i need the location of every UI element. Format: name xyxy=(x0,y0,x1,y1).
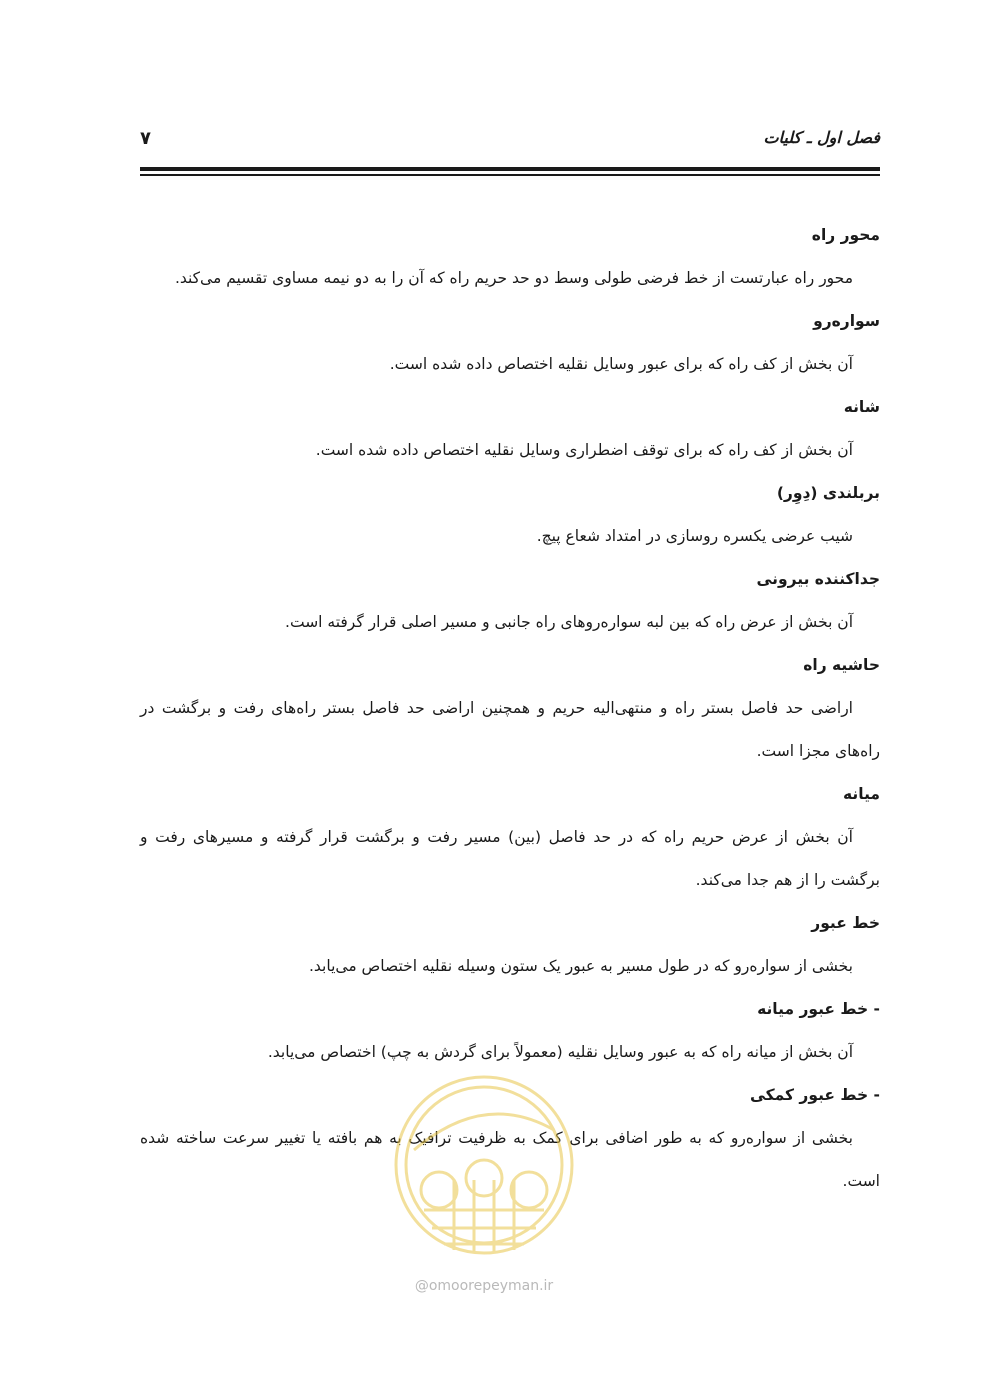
definition-entry xyxy=(140,1074,880,1203)
definition-entry xyxy=(140,214,880,300)
term-heading: خط عبور xyxy=(811,914,880,932)
page-number: ۷ xyxy=(140,128,151,149)
term-heading: - خط عبور میانه xyxy=(757,1000,880,1018)
term-heading: حاشیه راه xyxy=(803,656,880,674)
term-definition: آن بخش از عرض راه که بین لبه سواره‌روهای راه جانبی و مسیر اصلی قرار گرفته است. xyxy=(285,613,853,631)
term-definition: آن بخش از کف راه که برای توقف اضطراری وسایل نقلیه اختصاص داده شده است. xyxy=(315,441,853,459)
term-definition: آن بخش از عرض حریم راه که در حد فاصل (بین) مسیر رفت و برگشت قرار گرفته و مسیرهای رفت و برگشت را از هم جدا می‌کند. xyxy=(140,828,880,889)
term-definition: اراضی حد فاصل بستر راه و منتهی‌الیه حریم و همچنین اراضی حد فاصل بستر راه‌های رفت و برگشت در راه‌های مجزا است. xyxy=(140,699,880,760)
definition-entry xyxy=(140,644,880,773)
term-definition: بخشی از سواره‌رو که به طور اضافی برای کمک به ظرفیت ترافیک به هم بافته یا تغییر سرعت ساخته شده است. xyxy=(140,1129,880,1190)
term-definition: شیب عرضی یکسره روسازی در امتداد شعاع پیچ. xyxy=(536,527,853,545)
term-definition: بخشی از سواره‌رو که در طول مسیر به عبور یک ستون وسیله نقلیه اختصاص می‌یابد. xyxy=(308,957,853,975)
term-heading: محور راه xyxy=(811,226,880,244)
term-heading: سواره‌رو xyxy=(813,312,880,330)
definition-entry xyxy=(140,472,880,558)
running-head xyxy=(140,128,880,158)
definitions-list xyxy=(140,214,880,1203)
term-heading: بربلندی (دِوِر) xyxy=(776,484,880,502)
term-definition: محور راه عبارتست از خط فرضی طولی وسط دو حد حریم راه که آن را به دو نیمه مساوی تقسیم می‌کند. xyxy=(174,269,853,287)
definition-entry xyxy=(140,558,880,644)
term-definition: آن بخش از کف راه که برای عبور وسایل نقلیه اختصاص داده شده است. xyxy=(389,355,853,373)
definition-entry xyxy=(140,300,880,386)
definition-entry xyxy=(140,386,880,472)
chapter-title: فصل اول ـ کلیات xyxy=(763,128,880,147)
definition-entry xyxy=(140,773,880,902)
definition-entry xyxy=(140,902,880,988)
term-heading: میانه xyxy=(843,785,880,803)
term-heading: جداکننده بیرونی xyxy=(756,570,880,588)
definition-entry xyxy=(140,988,880,1074)
term-definition: آن بخش از میانه راه که به عبور وسایل نقلیه (معمولاً برای گردش به چپ) اختصاص می‌یابد. xyxy=(267,1043,853,1061)
watermark-site: @omoorepeyman.ir xyxy=(414,1278,554,1294)
header-rule-thin xyxy=(140,174,880,176)
term-heading: شانه xyxy=(843,398,880,416)
term-heading: - خط عبور کمکی xyxy=(749,1086,880,1104)
header-rule-thick xyxy=(140,167,880,171)
